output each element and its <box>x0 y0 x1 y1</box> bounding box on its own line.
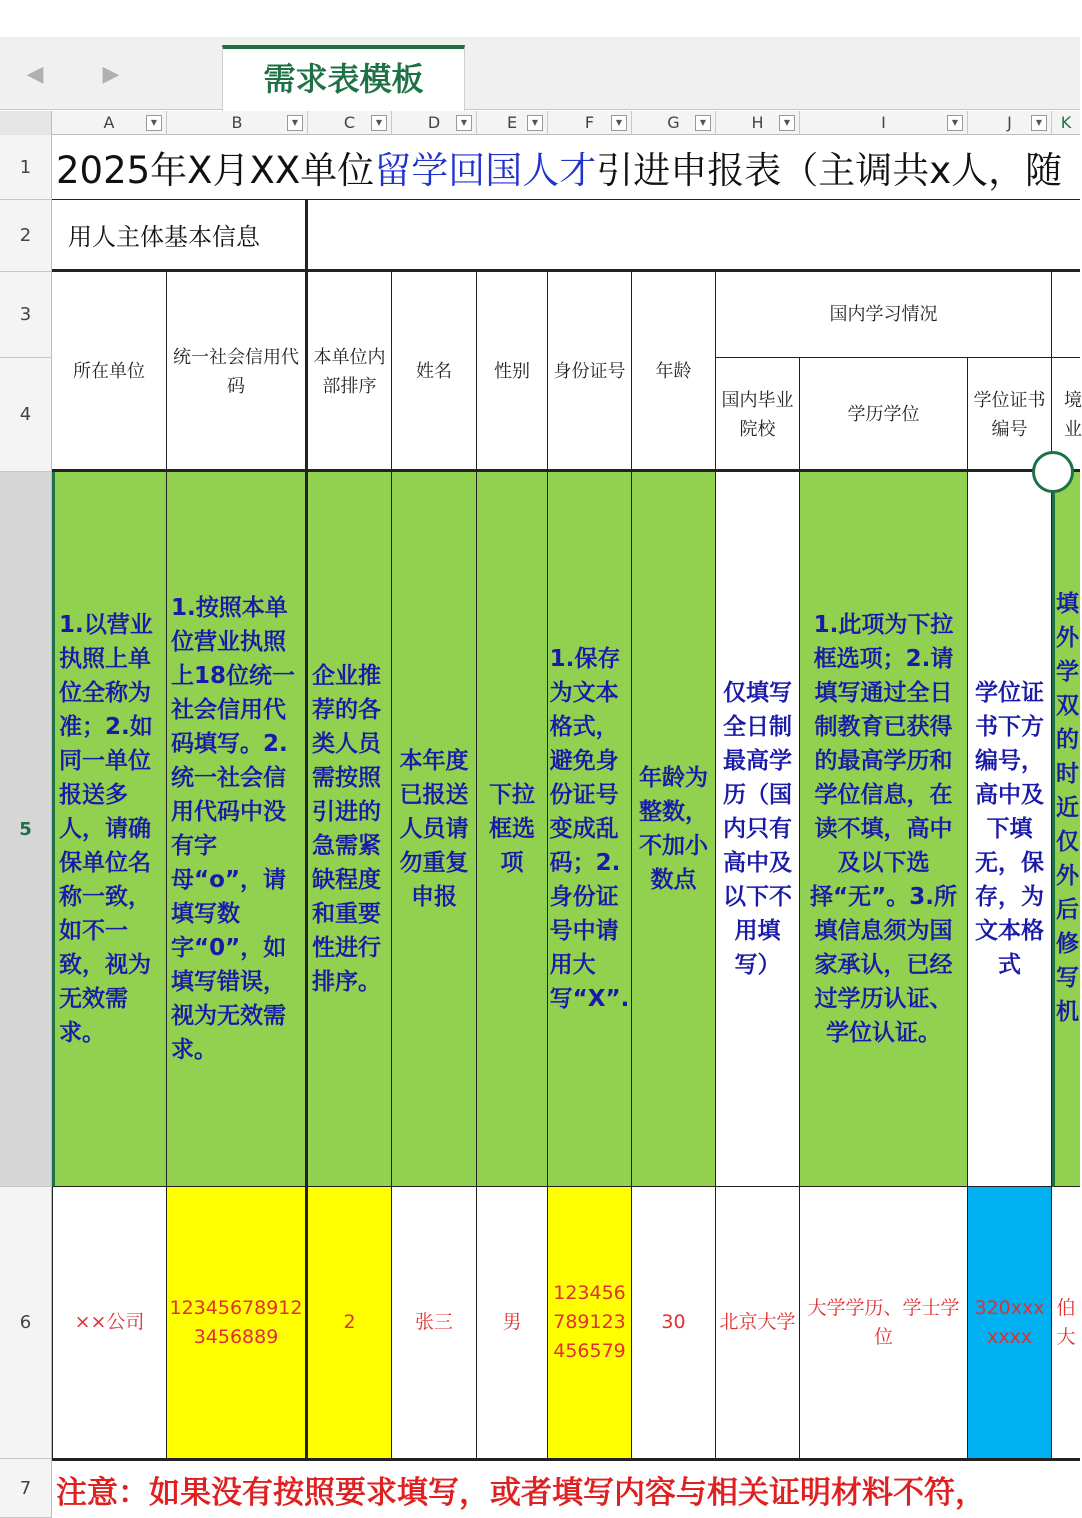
example-internal-rank[interactable]: 2 <box>308 1187 392 1459</box>
title-part-3: 引进申报表（主调共x人，随 <box>596 149 1063 192</box>
column-header-i[interactable] <box>800 111 968 135</box>
column-label: G <box>667 113 680 132</box>
instruction-credit-code[interactable]: 1.按照本单位营业执照上18位统一社会信用代码填写。2.统一社会信用代码中没有字母“o”，请填写数字“0”，如填写错误，视为无效需求。 <box>167 472 308 1187</box>
column-header-f[interactable] <box>548 111 632 135</box>
filter-dropdown-icon[interactable]: ▼ <box>146 115 162 131</box>
row-header-2[interactable]: 2 <box>0 200 52 272</box>
column-label: K <box>1060 113 1072 132</box>
basic-info-section-header[interactable]: 用人主体基本信息 <box>52 200 308 272</box>
filter-dropdown-icon[interactable]: ▼ <box>611 115 627 131</box>
blank-merged-cell[interactable] <box>308 200 1080 272</box>
instruction-age[interactable]: 年龄为整数，不加小数点 <box>632 472 716 1187</box>
filter-dropdown-icon[interactable]: ▼ <box>456 115 472 131</box>
instruction-degree[interactable]: 1.此项为下拉框选项；2.请填写通过全日制教育已获得的最高学历和学位信息，在读不填，高中及以下选择“无”。3.所填信息须为国家承认，已经过学历认证、学位认证。 <box>800 472 968 1187</box>
column-header-e[interactable] <box>477 111 548 135</box>
row-header-3[interactable]: 3 <box>0 272 52 358</box>
sheet-tab-template[interactable]: 需求表模板 <box>222 45 465 111</box>
column-label: C <box>343 113 356 132</box>
column-label: A <box>103 113 115 132</box>
column-label: F <box>584 113 595 132</box>
filter-dropdown-icon[interactable]: ▼ <box>287 115 303 131</box>
header-degree[interactable]: 学历学位 <box>800 358 968 472</box>
header-internal-rank[interactable]: 本单位内部排序 <box>308 272 392 472</box>
column-header-g[interactable] <box>632 111 716 135</box>
column-label: B <box>231 113 243 132</box>
example-degree[interactable]: 大学学历、学士学位 <box>800 1187 968 1459</box>
instruction-id-number[interactable]: 1.保存为文本格式，避免身份证号变成乱码；2.身份证号中请用大写“X”. <box>548 472 632 1187</box>
row-header-4[interactable]: 4 <box>0 358 52 472</box>
header-age[interactable]: 年龄 <box>632 272 716 472</box>
instruction-unit[interactable]: 1.以营业执照上单位全称为准；2.如同一单位报送多人，请确保单位名称一致，如不一致，视为无效需求。 <box>52 472 167 1187</box>
scroll-left-arrow-icon[interactable]: ◀ <box>26 62 44 87</box>
sheet-tab-bar <box>0 37 1080 110</box>
title-part-1: 2025年X月XX单位 <box>56 149 375 192</box>
column-header-k[interactable] <box>1052 111 1080 135</box>
instruction-gender[interactable]: 下拉框选项 <box>477 472 548 1187</box>
scroll-right-arrow-icon[interactable]: ▶ <box>102 62 120 87</box>
row-header-1[interactable]: 1 <box>0 135 52 200</box>
header-domestic-school[interactable]: 国内毕业院校 <box>716 358 800 472</box>
title-highlight: 留学回国人才 <box>374 149 597 192</box>
instruction-internal-rank[interactable]: 企业推荐的各类人员需按照引进的急需紧缺程度和重要性进行排序。 <box>308 472 392 1187</box>
instruction-degree-cert-number[interactable]: 学位证书下方编号，高中及下填无，保存，为文本格式 <box>968 472 1052 1187</box>
title-cell[interactable] <box>52 135 1080 200</box>
row-header-6[interactable]: 6 <box>0 1187 52 1459</box>
column-label: I <box>881 113 886 132</box>
example-gender[interactable]: 男 <box>477 1187 548 1459</box>
column-label: E <box>506 113 518 132</box>
header-degree-cert-number[interactable]: 学位证书编号 <box>968 358 1052 472</box>
header-domestic-study[interactable]: 国内学习情况 <box>716 272 1052 358</box>
instruction-domestic-school[interactable]: 仅填写全日制最高学历（国内只有高中及以下不用填写） <box>716 472 800 1187</box>
row-header-5[interactable]: 5 <box>0 472 52 1187</box>
header-k-top[interactable] <box>1052 272 1080 358</box>
filter-dropdown-icon[interactable]: ▼ <box>779 115 795 131</box>
column-header-h[interactable] <box>716 111 800 135</box>
filter-dropdown-icon[interactable]: ▼ <box>1031 115 1047 131</box>
example-id-number[interactable]: 123456789123456579 <box>548 1187 632 1459</box>
header-unit[interactable]: 所在单位 <box>52 272 167 472</box>
row-header-7[interactable]: 7 <box>0 1459 52 1518</box>
instruction-overseas[interactable]: 填外学双的时近仅外后修写机 <box>1052 472 1080 1187</box>
note-cell[interactable]: 注意：如果没有按照要求填写，或者填写内容与相关证明材料不符， <box>52 1459 1080 1518</box>
column-label: H <box>751 113 764 132</box>
header-credit-code[interactable]: 统一社会信用代码 <box>167 272 308 472</box>
header-id-number[interactable]: 身份证号 <box>548 272 632 472</box>
column-header-a[interactable] <box>52 111 167 135</box>
header-gender[interactable]: 性别 <box>477 272 548 472</box>
example-overseas[interactable]: 伯大 <box>1052 1187 1080 1459</box>
column-label: J <box>1007 113 1012 132</box>
column-header-j[interactable] <box>968 111 1052 135</box>
column-header-c[interactable] <box>308 111 392 135</box>
example-age[interactable]: 30 <box>632 1187 716 1459</box>
filter-dropdown-icon[interactable]: ▼ <box>527 115 543 131</box>
header-name[interactable]: 姓名 <box>392 272 477 472</box>
example-credit-code[interactable]: 123456789123456889 <box>167 1187 308 1459</box>
column-label: D <box>427 113 441 132</box>
example-degree-cert-number[interactable]: 320xxxxxxx <box>968 1187 1052 1459</box>
filter-dropdown-icon[interactable]: ▼ <box>947 115 963 131</box>
column-header-b[interactable] <box>167 111 308 135</box>
filter-dropdown-icon[interactable]: ▼ <box>371 115 387 131</box>
header-overseas[interactable]: 境业 <box>1052 358 1080 472</box>
example-name[interactable]: 张三 <box>392 1187 477 1459</box>
filter-dropdown-icon[interactable]: ▼ <box>695 115 711 131</box>
example-domestic-school[interactable]: 北京大学 <box>716 1187 800 1459</box>
selection-handle-icon[interactable] <box>1032 451 1074 493</box>
instruction-name[interactable]: 本年度已报送人员请勿重复申报 <box>392 472 477 1187</box>
select-all-corner[interactable] <box>0 111 52 135</box>
column-header-d[interactable] <box>392 111 477 135</box>
example-unit[interactable]: ××公司 <box>52 1187 167 1459</box>
